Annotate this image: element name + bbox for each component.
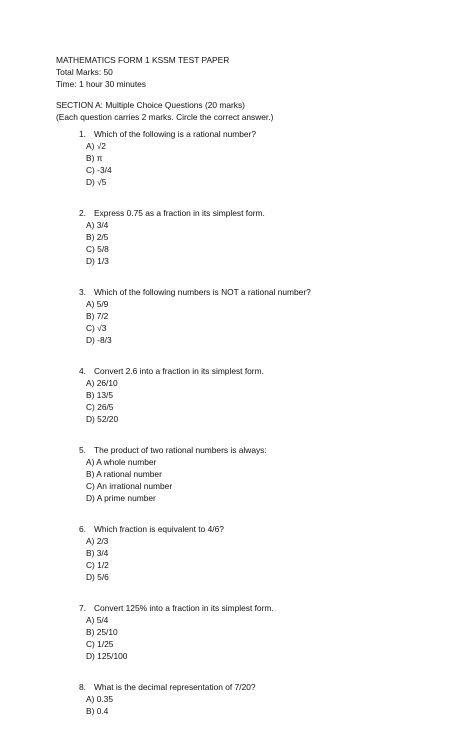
answer-option: A) 26/10 [86, 378, 118, 388]
question-text: Express 0.75 as a fraction in its simplest form. [94, 208, 265, 218]
answer-option: B) 0.4 [86, 706, 109, 716]
question-number: 5. [79, 445, 86, 455]
answer-option: C) 1/25 [86, 639, 114, 649]
question-number: 1. [79, 129, 86, 139]
question-stem [56, 681, 436, 693]
question-number: 8. [79, 682, 86, 692]
time-allowed: Time: 1 hour 30 minutes [56, 79, 146, 89]
answer-option: A) 2/3 [86, 536, 109, 546]
answer-option: D) 52/20 [86, 414, 119, 424]
question-text: Which of the following numbers is NOT a rational number? [94, 287, 311, 297]
question-stem [56, 286, 436, 298]
answer-option: D) 125/100 [86, 651, 128, 661]
answer-option: A) √2 [86, 141, 106, 151]
question-text: Convert 125% into a fraction in its simplest form. [94, 603, 274, 613]
question-text: Which fraction is equivalent to 4/6? [94, 524, 224, 534]
question-number: 7. [79, 603, 86, 613]
question-text: Convert 2.6 into a fraction in its simplest form. [94, 366, 264, 376]
question-stem [56, 128, 436, 140]
answer-option: C) 5/8 [86, 244, 109, 254]
question-number: 2. [79, 208, 86, 218]
question-text: Which of the following is a rational number? [94, 129, 256, 139]
question-stem [56, 602, 436, 614]
answer-option: A) 5/4 [86, 615, 109, 625]
answer-option: D) A prime number [86, 493, 156, 503]
question-item [56, 128, 436, 188]
question-stem [56, 444, 436, 456]
answer-option: D) √5 [86, 177, 107, 187]
answer-options [86, 614, 436, 662]
question-stem [56, 523, 436, 535]
answer-option: C) 1/2 [86, 560, 109, 570]
paper-title: MATHEMATICS FORM 1 KSSM TEST PAPER [56, 55, 230, 65]
answer-option: C) 26/5 [86, 402, 114, 412]
section-instructions: (Each question carries 2 marks. Circle the correct answer.) [56, 112, 274, 122]
question-item [56, 286, 436, 346]
answer-option: A) 3/4 [86, 220, 109, 230]
question-number: 4. [79, 366, 86, 376]
question-number: 6. [79, 524, 86, 534]
answer-option: C) An irrational number [86, 481, 173, 491]
answer-options [86, 693, 436, 717]
question-text: What is the decimal representation of 7/20? [94, 682, 256, 692]
paper-header [56, 54, 273, 123]
question-text: The product of two rational numbers is always: [94, 445, 267, 455]
answer-options [86, 298, 436, 346]
answer-option: B) 13/5 [86, 390, 114, 400]
total-marks: Total Marks: 50 [56, 67, 113, 77]
answer-option: A) A whole number [86, 457, 157, 467]
answer-options [86, 535, 436, 583]
answer-options [86, 219, 436, 267]
question-stem [56, 365, 436, 377]
answer-option: B) π [86, 153, 103, 163]
question-item [56, 444, 436, 504]
answer-options [86, 456, 436, 504]
answer-option: B) 25/10 [86, 627, 118, 637]
answer-option: D) 5/6 [86, 572, 109, 582]
answer-options [86, 377, 436, 425]
answer-options [86, 140, 436, 188]
question-list [56, 128, 436, 736]
answer-option: C) √3 [86, 323, 107, 333]
answer-option: A) 5/9 [86, 299, 109, 309]
question-item [56, 523, 436, 583]
answer-option: B) 2/5 [86, 232, 109, 242]
answer-option: B) A rational number [86, 469, 162, 479]
question-number: 3. [79, 287, 86, 297]
answer-option: D) 1/3 [86, 256, 109, 266]
answer-option: B) 3/4 [86, 548, 109, 558]
section-title: SECTION A: Multiple Choice Questions (20 marks) [56, 100, 245, 110]
question-item [56, 207, 436, 267]
answer-option: C) -3/4 [86, 165, 112, 175]
answer-option: B) 7/2 [86, 311, 109, 321]
question-stem [56, 207, 436, 219]
answer-option: A) 0.35 [86, 694, 114, 704]
question-item [56, 681, 436, 717]
question-item [56, 365, 436, 425]
question-item [56, 602, 436, 662]
answer-option: D) -8/3 [86, 335, 112, 345]
